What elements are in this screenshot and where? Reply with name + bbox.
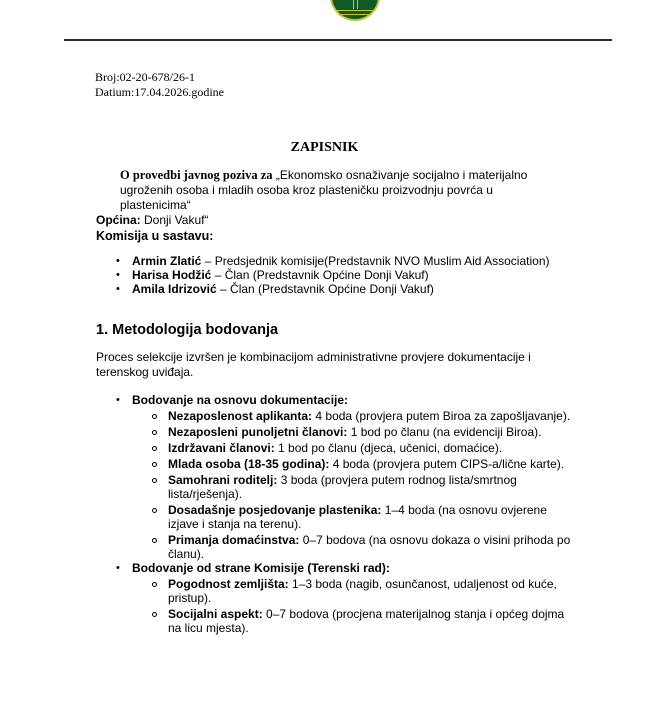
municipality-emblem-icon — [330, 0, 380, 21]
criterion-label: Socijalni aspekt: — [168, 607, 263, 621]
circle-bullet-icon — [152, 582, 157, 587]
scoring-group-documentation — [116, 393, 576, 561]
criterion-label: Nezaposlenost aplikanta: — [168, 409, 313, 423]
commission-member — [116, 282, 556, 296]
criterion-label: Samohrani roditelj: — [168, 473, 278, 487]
opcina-value: Donji Vakuf“ — [140, 213, 209, 227]
member-role: – Predsjednik komisije(Predstavnik NVO Muslim Aid Association) — [201, 254, 550, 268]
criterion-item — [132, 425, 576, 439]
member-name: Amila Idrizović — [132, 282, 217, 296]
group-label: Bodovanje od strane Komisije (Terenski rad): — [132, 561, 390, 575]
document-meta — [95, 70, 224, 100]
commission-member — [116, 268, 556, 282]
criterion-label: Nezaposleni punoljetni članovi: — [168, 425, 348, 439]
member-name: Armin Zlatić — [132, 254, 202, 268]
criterion-text: 3 boda (provjera putem rodnog lista/smrtnog lista/rješenja). — [168, 473, 517, 501]
criteria-sublist — [132, 409, 576, 561]
scoring-criteria-list — [116, 393, 576, 635]
circle-bullet-icon — [152, 462, 157, 467]
criterion-label: Dosadašnje posjedovanje plastenika: — [168, 503, 382, 517]
criterion-item — [132, 577, 576, 605]
criterion-item — [132, 473, 576, 501]
header-divider — [64, 39, 612, 41]
circle-bullet-icon — [152, 430, 157, 435]
emblem-tree-trunk — [357, 0, 358, 9]
emblem-wave — [338, 14, 374, 15]
circle-bullet-icon — [152, 508, 157, 513]
commission-heading: Komisija u sastavu: — [96, 229, 214, 243]
subject-text — [96, 168, 566, 213]
subject-opcina — [96, 213, 566, 228]
circle-bullet-icon — [152, 414, 157, 419]
subject-lead: O provedbi javnog poziva za — [120, 168, 273, 182]
emblem-wave — [336, 10, 376, 11]
criterion-text: 0–7 bodova (na osnovu dokaza o visini prihoda po članu). — [168, 533, 571, 561]
criterion-text: 4 boda (provjera putem Biroa za zapošljavanje). — [312, 409, 571, 423]
circle-bullet-icon — [152, 478, 157, 483]
criterion-label: Primanja domaćinstva: — [168, 533, 300, 547]
circle-bullet-icon — [152, 612, 157, 617]
member-role: – Član (Predstavnik Općine Donji Vakuf) — [211, 268, 429, 282]
section-heading-methodology: 1. Metodologija bodovanja — [96, 322, 279, 338]
criterion-label: Pogodnost zemljišta: — [168, 577, 289, 591]
group-label: Bodovanje na osnovu dokumentacije: — [132, 393, 349, 407]
criterion-text: 1–3 boda (nagib, osunčanost, udaljenost od kuće, pristup). — [168, 577, 557, 605]
scoring-group-field-work — [116, 561, 576, 635]
bullet-icon: • — [116, 562, 120, 574]
criterion-text: 1–4 boda (na osnovu ovjerene izjave i stanja na terenu). — [168, 503, 547, 531]
criterion-item — [132, 457, 576, 471]
criterion-text: 1 bod po članu (na evidenciji Biroa). — [347, 425, 542, 439]
criterion-label: Mlada osoba (18-35 godina): — [168, 457, 330, 471]
member-name: Harisa Hodžić — [132, 268, 212, 282]
member-role: – Član (Predstavnik Općine Donji Vakuf) — [216, 282, 434, 296]
criterion-text: 0–7 bodova (procjena materijalnog stanja i općeg dojma na licu mjesta). — [168, 607, 565, 635]
bullet-icon: • — [116, 255, 120, 267]
emblem-tree-trunk — [353, 0, 354, 9]
bullet-icon: • — [116, 394, 120, 406]
criterion-text: 1 bod po članu (djeca, učenici, domaćice). — [274, 441, 503, 455]
criterion-item — [132, 441, 576, 455]
section-intro: Proces selekcije izvršen je kombinacijom administrativne provjere dokumentacije i terenskog uviđaja. — [96, 350, 531, 379]
criterion-item — [132, 503, 576, 531]
bullet-icon: • — [116, 283, 120, 295]
criterion-item — [132, 533, 576, 561]
subject-call-title: „Ekonomsko osnaživanje socijalno i materijalno ugroženih osoba i mladih osoba kroz plasteničku proizvodnju povrća u plastenicima“ — [120, 168, 528, 212]
criteria-sublist — [132, 577, 576, 635]
document-title: ZAPISNIK — [290, 140, 359, 155]
circle-bullet-icon — [152, 538, 157, 543]
criterion-item — [132, 607, 576, 635]
commission-members-list — [116, 254, 556, 296]
bullet-icon: • — [116, 269, 120, 281]
circle-bullet-icon — [152, 446, 157, 451]
reference-number: Broj:02-20-678/26-1 — [95, 70, 195, 84]
criterion-item — [132, 409, 576, 423]
commission-member — [116, 254, 556, 268]
document-date: Datium:17.04.2026.godine — [95, 85, 224, 99]
document-subject — [96, 168, 566, 228]
criterion-label: Izdržavani članovi: — [168, 441, 275, 455]
opcina-label: Općina: — [96, 213, 141, 227]
criterion-text: 4 boda (provjera putem CIPS-a/lične karte). — [329, 457, 565, 471]
